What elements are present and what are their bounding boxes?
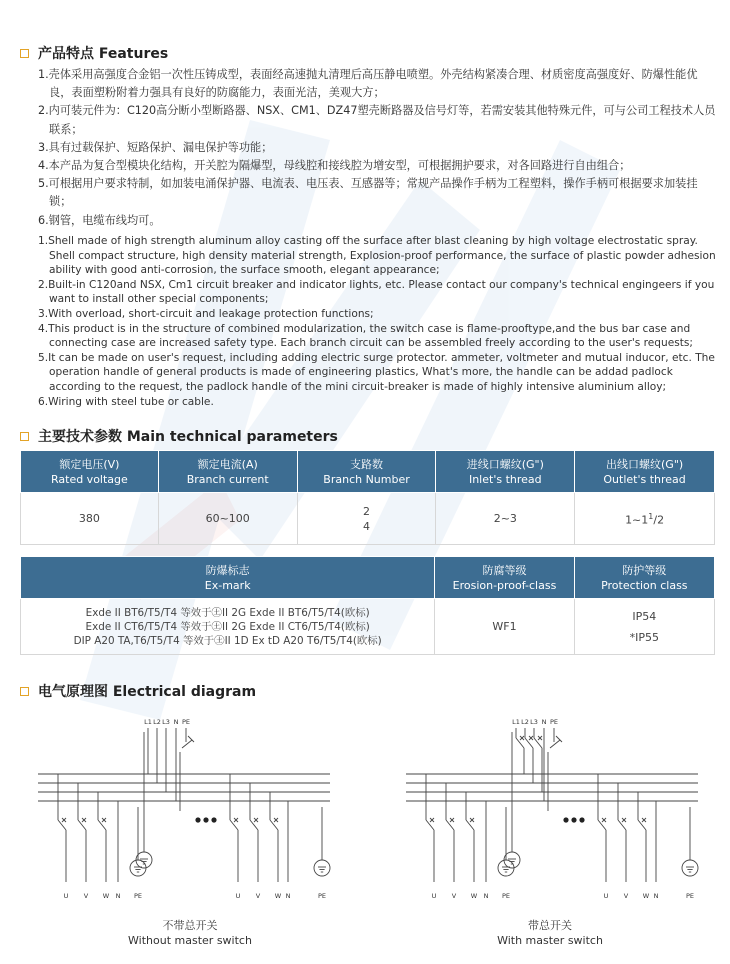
branch-current-cell: 60~100 xyxy=(158,493,297,545)
output-label: U xyxy=(235,892,241,900)
output-label: PE xyxy=(501,892,511,900)
params-table-1 xyxy=(20,450,715,545)
ellipsis-dot xyxy=(571,817,576,822)
params-heading: 主要技术参数 Main technical parameters xyxy=(20,426,338,446)
ellipsis-dot xyxy=(195,817,200,822)
inlet-thread-cell: 2~3 xyxy=(436,493,575,545)
output-label: PE xyxy=(317,892,327,900)
output-label: V xyxy=(83,892,89,900)
table-header: 出线口螺纹(G") Outlet's thread xyxy=(575,451,715,493)
bullet-square-icon xyxy=(20,49,29,58)
ground-icon xyxy=(682,860,698,876)
output-label: W xyxy=(102,892,110,900)
output-label: V xyxy=(255,892,261,900)
input-label: N xyxy=(173,718,179,726)
ellipsis-dot xyxy=(563,817,568,822)
outlet-thread-cell: $1\sim 1^1/2$ xyxy=(575,493,715,545)
right-caption: 带总开关 With master switch xyxy=(497,919,603,947)
output-label: U xyxy=(63,892,69,900)
list-item: 5.可根据用户要求特制，如加装电涌保护器、电流表、电压表、互感器等；常规产品操作手柄为工程塑料，操作手柄可根据要求加装挂锁； xyxy=(38,177,698,209)
left-caption: 不带总开关 Without master switch xyxy=(128,919,252,947)
pe-line xyxy=(182,740,192,748)
list-item: 1.壳体采用高强度合金铝一次性压铸成型，表面经高速抛丸清理后高压静电喷塑。外壳结构紧凑合理、材质密度高强度好、防爆性能优良，表面塑粉附着力强具有良好的防腐能力，表面光洁，美观大方； xyxy=(38,68,698,100)
bullet-square-icon xyxy=(20,687,29,696)
output-label: N xyxy=(483,892,489,900)
list-item: 4.本产品为复合型模块化结构，开关腔为隔爆型，母线腔和接线腔为增安型，可根据拥护要求，对各回路进行自由组合； xyxy=(38,159,631,173)
table-header: 额定电压(V) Rated voltage xyxy=(21,451,159,493)
diagram-with-master-switch xyxy=(398,700,718,912)
features-heading: 产品特点 Features xyxy=(20,43,168,63)
output-label: N xyxy=(285,892,291,900)
output-label: N xyxy=(115,892,121,900)
features-cn-list xyxy=(38,66,718,230)
list-item: 4.This product is in the structure of combined modularization, the switch case is flame-prooftype,and the bus bar case and connecting case are increased safety type. Each branch circuit can be assembled freely according to the user's requests; xyxy=(38,322,693,350)
table-row xyxy=(21,599,715,655)
features-en-list xyxy=(38,234,718,409)
output-label: W xyxy=(642,892,650,900)
ellipsis-dot xyxy=(579,817,584,822)
list-item: 6.Wiring with steel tube or cable. xyxy=(38,395,214,408)
input-label: PE xyxy=(181,718,191,726)
output-label: U xyxy=(603,892,609,900)
ex-mark-cell: Exde II BT6/T5/T4 等效于㊏II 2G Exde II BT6/T5/T4(欧标) Exde II CT6/T5/T4 等效于㊏II 2G Exde II CT6/T5/T4(欧标) DIP A20 TA,T6/T5/T4 等效于㊏II 1D Ex tD A20 T6/T5/T4(欧标) xyxy=(21,599,435,655)
erosion-class-cell: WF1 xyxy=(435,599,574,655)
diagram-without-master-switch xyxy=(30,712,350,912)
list-item: 1.Shell made of high strength aluminum alloy casting off the surface after blast cleaning by high voltage electrostatic spray. Shell compact structure, high density material strength, Explosion-proof performance, the surface of plastic powder adhesion ability with good anti-corrosion, the surface smooth, elegant appearance; xyxy=(38,235,716,277)
input-label: PE xyxy=(549,718,559,726)
list-item: 3.With overload, short-circuit and leakage protection functions; xyxy=(38,307,374,320)
table-row xyxy=(21,493,715,545)
input-label: L1 xyxy=(512,718,520,726)
output-label: U xyxy=(431,892,437,900)
input-label: N xyxy=(541,718,547,726)
list-item: 3.具有过载保护、短路保护、漏电保护等功能； xyxy=(38,140,273,154)
output-label: PE xyxy=(133,892,143,900)
table-header: 防腐等级 Erosion-proof-class xyxy=(435,557,574,599)
table-header: 进线口螺纹(G") Inlet's thread xyxy=(436,451,575,493)
table-header: 支路数 Branch Number xyxy=(297,451,436,493)
list-item: 6.钢管，电缆布线均可。 xyxy=(38,213,161,227)
table-header: 额定电流(A) Branch current xyxy=(158,451,297,493)
protection-class-cell: IP54 *IP55 xyxy=(574,599,714,655)
ellipsis-dot xyxy=(203,817,208,822)
input-label: L2 xyxy=(153,718,161,726)
pe-line xyxy=(550,740,560,748)
list-item: 2.内可装元件为：C120高分断小型断路器、NSX、CM1、DZ47塑壳断路器及信号灯等，若需安装其他特殊元件，可与公司工程技术人员联系； xyxy=(38,104,716,136)
list-item: 5.It can be made on user's request, including adding electric surge protector. ammeter, voltmeter and mutual inducor, etc. The operation handle of general products is made of engineering plastics, What's more, the handle can be addad padlock according to the request, the padlock handle of the mini circuit-breaker is made of highly intensive aluminium alloy; xyxy=(38,351,715,393)
input-label: L3 xyxy=(530,718,538,726)
output-label: V xyxy=(451,892,457,900)
input-label: L3 xyxy=(162,718,170,726)
input-label: L1 xyxy=(144,718,152,726)
output-label: W xyxy=(470,892,478,900)
ground-icon xyxy=(314,860,330,876)
output-label: W xyxy=(274,892,282,900)
table-header: 防护等级 Protection class xyxy=(574,557,714,599)
bullet-square-icon xyxy=(20,432,29,441)
params-table-2 xyxy=(20,556,715,655)
input-label: L2 xyxy=(521,718,529,726)
rated-voltage-cell: 380 xyxy=(21,493,159,545)
branch-number-cell: 2 4 xyxy=(297,493,436,545)
output-label: V xyxy=(623,892,629,900)
output-label: PE xyxy=(685,892,695,900)
diagram-heading: 电气原理图 Electrical diagram xyxy=(20,681,256,701)
list-item: 2.Built-in C120and NSX, Cm1 circuit breaker and indicator lights, etc. Please contact our company's technical engingeers if you want to install other special components; xyxy=(38,278,715,306)
ellipsis-dot xyxy=(211,817,216,822)
output-label: N xyxy=(653,892,659,900)
table-header: 防爆标志 Ex-mark xyxy=(21,557,435,599)
